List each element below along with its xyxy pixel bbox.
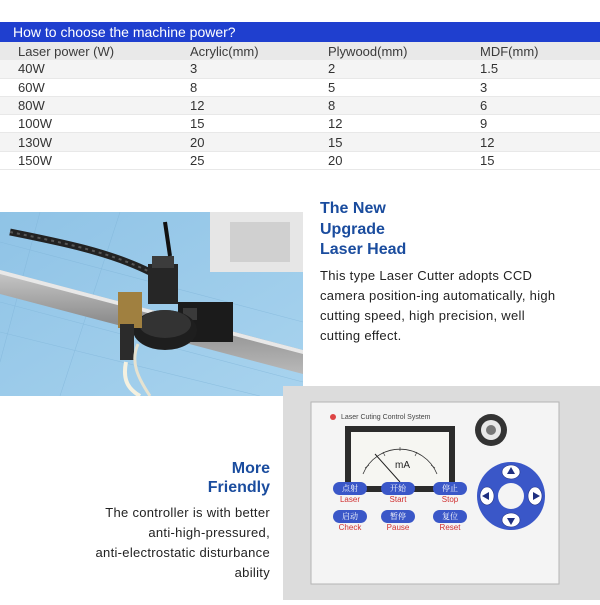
stop-button-en: Stop (441, 495, 459, 504)
friendly-description (40, 503, 270, 583)
reset-button[interactable] (433, 510, 467, 533)
pause-button-cn: 暂停 (381, 510, 415, 523)
control-panel-label: Laser Cuting Control System (341, 414, 431, 421)
cell-plywood: 5 (328, 79, 336, 95)
description-line: The controller is with better (105, 505, 270, 520)
table-row (0, 115, 600, 133)
heading-line: The New (320, 200, 386, 217)
control-buttons (333, 482, 465, 542)
description-line: This type Laser Cutter adopts CCD (320, 268, 533, 283)
start-button-cn: 开始 (381, 482, 415, 495)
cell-plywood: 15 (328, 134, 343, 150)
laser-head-heading (320, 199, 406, 261)
cell-mdf: 6 (480, 98, 488, 114)
description-line: anti-high-pressured, (148, 525, 270, 540)
laser-head-photo (0, 212, 303, 396)
cell-mdf: 3 (480, 79, 488, 95)
cell-plywood: 2 (328, 61, 336, 77)
cell-power: 40W (18, 61, 45, 77)
table-row (0, 97, 600, 115)
table-row (0, 133, 600, 151)
cell-mdf: 12 (480, 134, 495, 150)
table-row (0, 60, 600, 78)
cell-mdf: 15 (480, 152, 495, 168)
cell-power: 60W (18, 79, 45, 95)
laser-button-en: Laser (339, 495, 360, 504)
cell-plywood: 12 (328, 116, 343, 132)
pause-button[interactable] (381, 510, 415, 533)
control-panel-photo (283, 386, 600, 600)
description-line: anti-electrostatic disturbance (95, 545, 270, 560)
reset-button-cn: 复位 (433, 510, 467, 523)
heading-line: More (231, 460, 270, 477)
pause-button-en: Pause (386, 523, 410, 532)
stop-button-cn: 停止 (433, 482, 467, 495)
power-table-header (0, 42, 600, 60)
cell-acrylic: 8 (190, 79, 198, 95)
cell-acrylic: 3 (190, 61, 198, 77)
friendly-heading (180, 459, 270, 497)
header-laser-power: Laser power (W) (18, 43, 115, 59)
start-button-en: Start (389, 495, 407, 504)
header-plywood: Plywood(mm) (328, 43, 408, 59)
laser-button-cn: 点射 (333, 482, 367, 495)
meter-unit: mA (395, 460, 410, 471)
cell-acrylic: 15 (190, 116, 205, 132)
header-acrylic: Acrylic(mm) (190, 43, 259, 59)
cell-acrylic: 12 (190, 98, 205, 114)
laser-button[interactable] (333, 482, 367, 505)
heading-line: Upgrade (320, 220, 385, 238)
cell-plywood: 20 (328, 152, 343, 168)
table-row (0, 152, 600, 170)
table-row (0, 79, 600, 97)
cell-mdf: 1.5 (480, 61, 499, 77)
cell-plywood: 8 (328, 98, 336, 114)
start-button[interactable] (381, 482, 415, 505)
description-line: cutting speed, high precision, well (320, 308, 525, 323)
cell-acrylic: 20 (190, 134, 205, 150)
cell-power: 100W (18, 116, 52, 132)
check-button-cn: 启动 (333, 510, 367, 523)
cell-mdf: 9 (480, 116, 488, 132)
cell-power: 80W (18, 98, 45, 114)
heading-line: Friendly (207, 479, 270, 496)
cell-power: 130W (18, 134, 52, 150)
description-line: camera position-ing automatically, high (320, 288, 556, 303)
power-table-title: How to choose the machine power? (0, 22, 600, 42)
laser-head-description (320, 266, 600, 346)
reset-button-en: Reset (439, 523, 461, 532)
description-line: cutting effect. (320, 328, 402, 343)
header-mdf: MDF(mm) (480, 43, 539, 59)
cell-power: 150W (18, 152, 52, 168)
cell-acrylic: 25 (190, 152, 205, 168)
power-table (0, 22, 600, 170)
description-line: ability (234, 565, 270, 580)
stop-button[interactable] (433, 482, 467, 505)
heading-line: Laser Head (320, 241, 407, 258)
check-button-en: Check (338, 523, 362, 532)
check-button[interactable] (333, 510, 367, 533)
